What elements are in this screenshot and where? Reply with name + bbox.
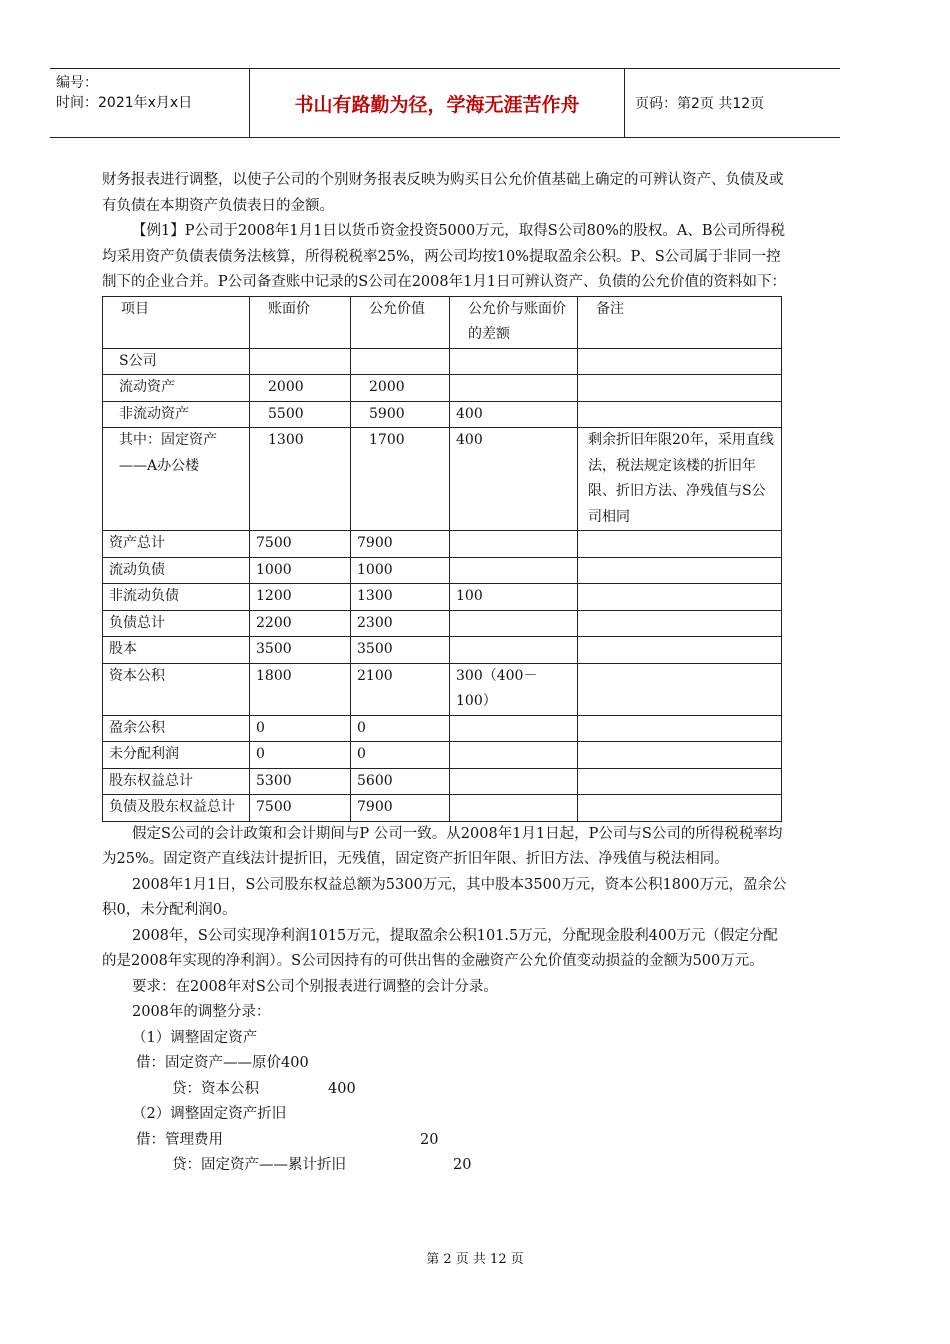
header-page-code: 页码：第2页 共12页 (635, 96, 765, 112)
table-cell: 1300 (250, 428, 351, 531)
document-body (102, 168, 792, 1179)
table-cell: 7500 (250, 795, 351, 822)
table-cell: 3500 (250, 637, 351, 664)
document-header (50, 68, 840, 138)
profit-paragraph: 2008年，S公司实现净利润1015万元，提取盈余公积101.5万元，分配现金股利400万元（假定分配的是2008年实现的净利润）。S公司因持有的可供出售的金融资产公允价值变动损益的金额为500万元。 (102, 927, 778, 969)
table-cell (450, 795, 578, 822)
table-cell: 2000 (250, 375, 351, 402)
entry-step-1: （1）调整固定资产 (132, 1029, 258, 1046)
table-cell: 5500 (250, 401, 351, 428)
table-cell: S公司 (103, 348, 250, 375)
table-cell (450, 715, 578, 742)
table-cell: 3500 (351, 637, 450, 664)
table-cell (578, 557, 782, 584)
table-cell: 负债及股东权益总计 (103, 795, 250, 822)
table-cell: 流动资产 (103, 375, 250, 402)
table-cell: 1000 (250, 557, 351, 584)
table-cell: 0 (351, 742, 450, 769)
table-cell: 2200 (250, 610, 351, 637)
entry-1-credit-label: 贷：资本公积 (172, 1080, 259, 1097)
table-cell (578, 348, 782, 375)
table-row (103, 768, 782, 795)
table-cell (250, 348, 351, 375)
table-cell: 2300 (351, 610, 450, 637)
entry-step-2: （2）调整固定资产折旧 (132, 1106, 287, 1122)
table-cell (578, 637, 782, 664)
table-row (103, 610, 782, 637)
table-cell: 2100 (351, 663, 450, 715)
header-meta (50, 69, 250, 137)
table-row (103, 401, 782, 428)
table-cell (450, 348, 578, 375)
table-cell (578, 742, 782, 769)
table-cell (450, 531, 578, 558)
table-cell: 剩余折旧年限20年，采用直线法，税法规定该楼的折旧年限、折旧方法、净残值与S公司相同 (578, 428, 782, 531)
page-footer: 第 2 页 共 12 页 (426, 1252, 524, 1267)
entry-2-credit-amount: 20 (453, 1157, 472, 1173)
header-cell-fair-value: 公允价值 (351, 296, 450, 348)
table-cell: 400 (450, 401, 578, 428)
table-cell: 1200 (250, 584, 351, 611)
table-cell: 5900 (351, 401, 450, 428)
header-cell-item: 项目 (103, 296, 250, 348)
entry-1-debit: 借：固定资产——原价400 (136, 1055, 309, 1071)
table-cell (450, 637, 578, 664)
table-cell: 0 (351, 715, 450, 742)
table-row (103, 428, 782, 531)
table-row (103, 715, 782, 742)
table-row (103, 557, 782, 584)
table-cell: 5300 (250, 768, 351, 795)
adjustment-title: 2008年的调整分录： (132, 1004, 271, 1020)
table-cell: 7500 (250, 531, 351, 558)
table-cell (578, 768, 782, 795)
entry-2-debit-amount: 20 (420, 1131, 439, 1148)
equity-paragraph: 2008年1月1日，S公司股东权益总额为5300万元，其中股本3500万元，资本公积1800万元，盈余公积0，未分配利润0。 (102, 876, 787, 918)
table-cell: 股东权益总计 (103, 768, 250, 795)
table-header-row (103, 296, 782, 348)
entry-2-credit (102, 1153, 792, 1179)
header-cell-difference: 公允价与账面价的差额 (450, 296, 578, 348)
assumption-paragraph: 假定S公司的会计政策和会计期间与P 公司一致。从2008年1月1日起，P公司与S公司的所得税税率均为25%。固定资产直线法计提折旧，无残值，固定资产折旧年限、折旧方法、净残值与税法相同。 (102, 825, 783, 867)
header-cell-remark: 备注 (578, 296, 782, 348)
number-label: 编号： (56, 75, 98, 91)
requirement-paragraph: 要求：在2008年对S公司个别报表进行调整的会计分录。 (132, 978, 498, 995)
table-row (103, 375, 782, 402)
table-cell: 1800 (250, 663, 351, 715)
entry-2-credit-label: 贷：固定资产——累计折旧 (172, 1157, 346, 1173)
table-cell (450, 375, 578, 402)
table-cell (450, 768, 578, 795)
table-cell (351, 348, 450, 375)
table-cell (578, 401, 782, 428)
table-cell: 负债总计 (103, 610, 250, 637)
table-cell (450, 557, 578, 584)
table-cell: 1000 (351, 557, 450, 584)
table-cell (450, 610, 578, 637)
table-cell: 流动负债 (103, 557, 250, 584)
table-cell: 400 (450, 428, 578, 531)
table-row (103, 663, 782, 715)
table-row (103, 742, 782, 769)
table-cell (578, 715, 782, 742)
table-cell: 100 (450, 584, 578, 611)
table-cell: 7900 (351, 795, 450, 822)
table-cell (578, 610, 782, 637)
table-row (103, 795, 782, 822)
header-motto: 书山有路勤为径，学海无涯苦作舟 (250, 69, 625, 137)
table-cell (578, 375, 782, 402)
table-cell: 7900 (351, 531, 450, 558)
table-cell: 0 (250, 742, 351, 769)
table-row (103, 584, 782, 611)
table-cell: 资本公积 (103, 663, 250, 715)
table-row (103, 348, 782, 375)
entry-1-credit-amount: 400 (328, 1080, 356, 1097)
table-cell (578, 795, 782, 822)
table-cell: 非流动负债 (103, 584, 250, 611)
entry-2-debit-label: 借：管理费用 (136, 1131, 223, 1148)
table-cell (578, 531, 782, 558)
entry-1-credit (102, 1077, 792, 1103)
table-cell (450, 742, 578, 769)
table-row (103, 531, 782, 558)
header-cell-book-value: 账面价 (250, 296, 351, 348)
table-cell: 5600 (351, 768, 450, 795)
example-paragraph: 【例1】P公司于2008年1月1日以货币资金投资5000万元，取得S公司80%的股权。A、B公司所得税均采用资产负债表债务法核算，所得税税率25%，两公司均按10%提取盈余公积。P、S公司属于非同一控制下的企业合并。P公司备查账中记录的S公司在2008年1月1日可辨认资产、负债的公允价值的资料如下： (102, 223, 787, 290)
intro-paragraph: 财务报表进行调整，以使子公司的个别财务报表反映为购买日公允价值基础上确定的可辨认资产、负债及或有负债在本期资产负债表日的金额。 (102, 172, 784, 214)
table-cell: 资产总计 (103, 531, 250, 558)
table-cell: 2000 (351, 375, 450, 402)
table-cell: 0 (250, 715, 351, 742)
table-cell (578, 584, 782, 611)
table-cell: 盈余公积 (103, 715, 250, 742)
table-cell: 股本 (103, 637, 250, 664)
fair-value-table (102, 296, 782, 822)
table-cell: 300（400－100） (450, 663, 578, 715)
time-label: 时间：2021年x月x日 (56, 95, 193, 111)
table-cell: 1700 (351, 428, 450, 531)
table-cell: 非流动资产 (103, 401, 250, 428)
table-row (103, 637, 782, 664)
entry-2-debit (102, 1128, 792, 1154)
table-cell (578, 663, 782, 715)
table-cell: 1300 (351, 584, 450, 611)
table-body (103, 348, 782, 821)
table-cell: 其中：固定资产——A办公楼 (103, 428, 250, 531)
table-cell: 未分配利润 (103, 742, 250, 769)
